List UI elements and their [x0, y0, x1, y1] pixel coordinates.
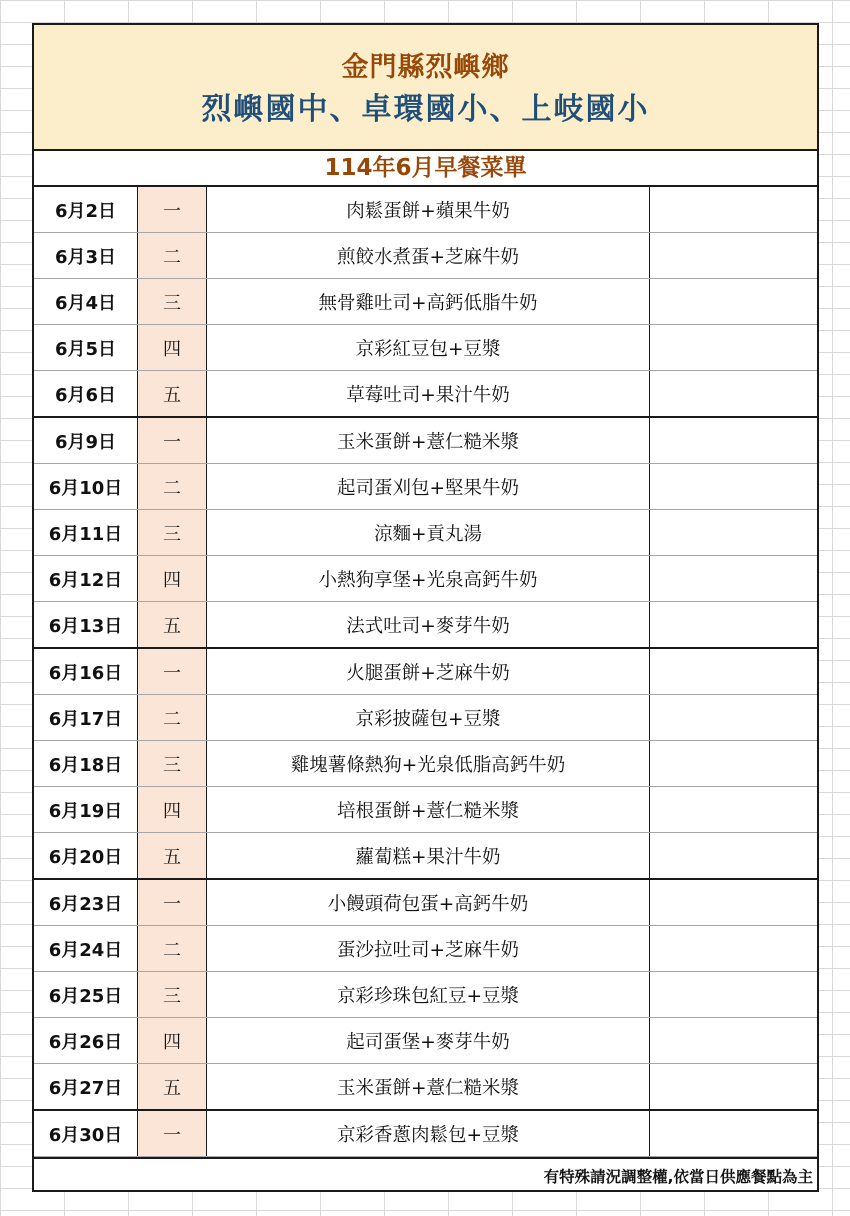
schools-title: 烈嶼國中、卓環國小、上岐國小: [201, 92, 650, 127]
menu-row: [34, 787, 817, 833]
menu-row: [34, 1018, 817, 1064]
day-cell: 五: [138, 602, 207, 649]
menu-item-cell: 京彩紅豆包+豆漿: [207, 325, 650, 371]
menu-row: [34, 1064, 817, 1111]
day-cell: 五: [138, 1064, 207, 1111]
menu-row: [34, 926, 817, 972]
menu-row: [34, 602, 817, 649]
date-cell: 6月10日: [34, 464, 138, 510]
menu-row: [34, 325, 817, 371]
menu-item-cell: 法式吐司+麥芽牛奶: [207, 602, 650, 649]
menu-row: [34, 233, 817, 279]
date-cell: 6月18日: [34, 741, 138, 787]
day-cell: 二: [138, 926, 207, 972]
day-cell: 三: [138, 510, 207, 556]
menu-item-cell: 玉米蛋餅+薏仁糙米漿: [207, 1064, 650, 1111]
day-cell: 四: [138, 1018, 207, 1064]
date-cell: 6月17日: [34, 695, 138, 741]
menu-row: [34, 371, 817, 418]
day-cell: 四: [138, 787, 207, 833]
day-cell: 二: [138, 695, 207, 741]
date-cell: 6月20日: [34, 833, 138, 880]
day-cell: 四: [138, 325, 207, 371]
note-cell: [650, 833, 818, 880]
date-cell: 6月2日: [34, 187, 138, 233]
menu-row: [34, 279, 817, 325]
note-cell: [650, 556, 818, 602]
date-cell: 6月4日: [34, 279, 138, 325]
menu-item-cell: 京彩香蔥肉鬆包+豆漿: [207, 1110, 650, 1157]
day-cell: 一: [138, 648, 207, 695]
county-title: 金門縣烈嶼鄉: [341, 52, 510, 83]
note-cell: [650, 1018, 818, 1064]
menu-table-body: [34, 187, 817, 1157]
note-cell: [650, 879, 818, 926]
day-cell: 三: [138, 279, 207, 325]
date-cell: 6月19日: [34, 787, 138, 833]
date-cell: 6月5日: [34, 325, 138, 371]
date-cell: 6月9日: [34, 417, 138, 464]
note-cell: [650, 741, 818, 787]
menu-row: [34, 556, 817, 602]
menu-item-cell: 蘿蔔糕+果汁牛奶: [207, 833, 650, 880]
menu-row: [34, 695, 817, 741]
note-cell: [650, 417, 818, 464]
menu-item-cell: 玉米蛋餅+薏仁糙米漿: [207, 417, 650, 464]
menu-item-cell: 無骨雞吐司+高鈣低脂牛奶: [207, 279, 650, 325]
date-cell: 6月27日: [34, 1064, 138, 1111]
note-cell: [650, 602, 818, 649]
menu-item-cell: 起司蛋堡+麥芽牛奶: [207, 1018, 650, 1064]
date-cell: 6月3日: [34, 233, 138, 279]
menu-row: [34, 417, 817, 464]
date-cell: 6月16日: [34, 648, 138, 695]
note-cell: [650, 187, 818, 233]
date-cell: 6月24日: [34, 926, 138, 972]
note-cell: [650, 1110, 818, 1157]
menu-row: [34, 741, 817, 787]
date-cell: 6月30日: [34, 1110, 138, 1157]
menu-item-cell: 涼麵+貢丸湯: [207, 510, 650, 556]
menu-row: [34, 879, 817, 926]
note-cell: [650, 233, 818, 279]
note-cell: [650, 787, 818, 833]
menu-row: [34, 972, 817, 1018]
day-cell: 四: [138, 556, 207, 602]
date-cell: 6月25日: [34, 972, 138, 1018]
day-cell: 三: [138, 972, 207, 1018]
note-cell: [650, 510, 818, 556]
menu-item-cell: 火腿蛋餅+芝麻牛奶: [207, 648, 650, 695]
day-cell: 五: [138, 371, 207, 418]
date-cell: 6月12日: [34, 556, 138, 602]
date-cell: 6月23日: [34, 879, 138, 926]
menu-item-cell: 草莓吐司+果汁牛奶: [207, 371, 650, 418]
menu-item-cell: 京彩披薩包+豆漿: [207, 695, 650, 741]
menu-row: [34, 464, 817, 510]
day-cell: 一: [138, 187, 207, 233]
note-cell: [650, 464, 818, 510]
menu-item-cell: 雞塊薯條熱狗+光泉低脂高鈣牛奶: [207, 741, 650, 787]
menu-item-cell: 起司蛋刈包+堅果牛奶: [207, 464, 650, 510]
menu-subtitle: 114年6月早餐菜單: [34, 151, 817, 187]
date-cell: 6月6日: [34, 371, 138, 418]
menu-row: [34, 1110, 817, 1157]
day-cell: 二: [138, 464, 207, 510]
note-cell: [650, 371, 818, 418]
menu-row: [34, 510, 817, 556]
header: [34, 25, 817, 151]
menu-item-cell: 肉鬆蛋餅+蘋果牛奶: [207, 187, 650, 233]
day-cell: 一: [138, 879, 207, 926]
day-cell: 五: [138, 833, 207, 880]
menu-item-cell: 小饅頭荷包蛋+高鈣牛奶: [207, 879, 650, 926]
date-cell: 6月13日: [34, 602, 138, 649]
note-cell: [650, 926, 818, 972]
menu-item-cell: 蛋沙拉吐司+芝麻牛奶: [207, 926, 650, 972]
date-cell: 6月26日: [34, 1018, 138, 1064]
menu-item-cell: 小熱狗享堡+光泉高鈣牛奶: [207, 556, 650, 602]
note-cell: [650, 279, 818, 325]
date-cell: 6月11日: [34, 510, 138, 556]
menu-sheet: [32, 23, 819, 1192]
menu-table: [34, 187, 817, 1157]
note-cell: [650, 648, 818, 695]
note-cell: [650, 1064, 818, 1111]
menu-row: [34, 648, 817, 695]
day-cell: 一: [138, 1110, 207, 1157]
note-cell: [650, 325, 818, 371]
day-cell: 一: [138, 417, 207, 464]
menu-item-cell: 京彩珍珠包紅豆+豆漿: [207, 972, 650, 1018]
footer-note: 有特殊請況調整權,依當日供應餐點為主: [34, 1157, 817, 1193]
menu-item-cell: 煎餃水煮蛋+芝麻牛奶: [207, 233, 650, 279]
menu-item-cell: 培根蛋餅+薏仁糙米漿: [207, 787, 650, 833]
day-cell: 二: [138, 233, 207, 279]
day-cell: 三: [138, 741, 207, 787]
note-cell: [650, 972, 818, 1018]
menu-row: [34, 833, 817, 880]
note-cell: [650, 695, 818, 741]
menu-row: [34, 187, 817, 233]
